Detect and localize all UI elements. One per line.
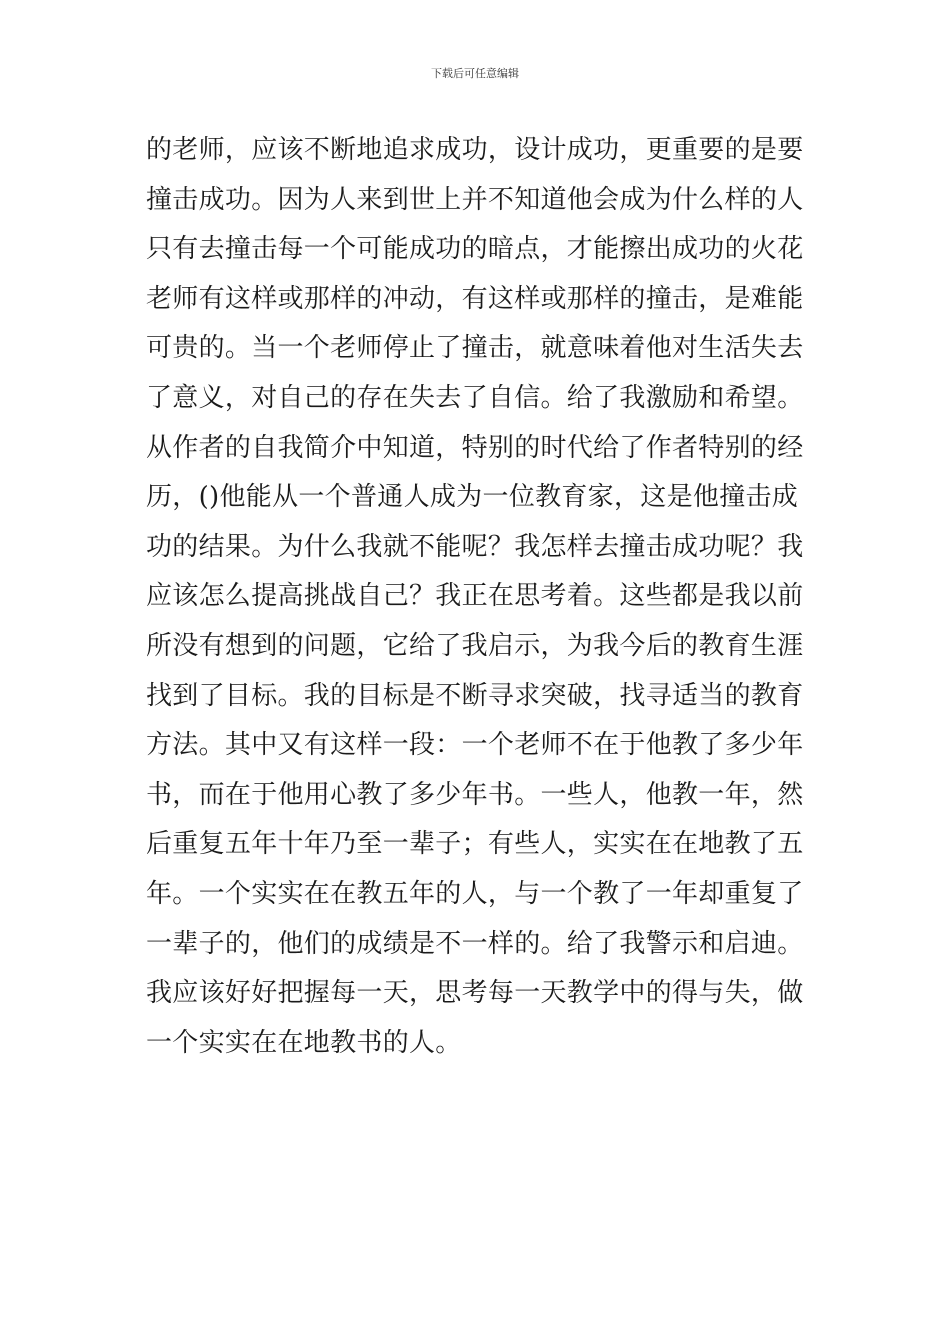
text-line: 一辈子的，他们的成绩是不一样的。给了我警示和启迪。 (146, 928, 804, 959)
text-line: 可贵的。当一个老师停止了撞击，就意味着他对生活失去 (146, 333, 804, 364)
text-line: 书，而在于他用心教了多少年书。一些人，他教一年，然 (146, 779, 804, 810)
text-line: 后重复五年十年乃至一辈子；有些人，实实在在地教了五 (146, 829, 804, 860)
text-line: 历，()他能从一个普通人成为一位教育家，这是他撞击成 (146, 482, 799, 513)
text-line: 年。一个实实在在教五年的人，与一个教了一年却重复了 (146, 878, 804, 909)
text-line: 应该怎么提高挑战自己？我正在思考着。这些都是我以前 (146, 581, 804, 612)
text-line: 一个实实在在地教书的人。 (146, 1027, 462, 1058)
text-line: 所没有想到的问题，它给了我启示，为我今后的教育生涯 (146, 630, 804, 661)
text-line: 撞击成功。因为人来到世上并不知道他会成为什么样的人 (146, 184, 804, 215)
text-line: 了意义，对自己的存在失去了自信。给了我激励和希望。 (146, 382, 804, 413)
text-line: 的老师，应该不断地追求成功，设计成功，更重要的是要 (146, 135, 804, 165)
page-header: 下载后可任意编辑 (431, 67, 519, 80)
text-line: 我应该好好把握每一天，思考每一天教学中的得与失，做 (146, 978, 804, 1009)
text-line: 找到了目标。我的目标是不断寻求突破，找寻适当的教育 (146, 680, 804, 711)
text-line: 功的结果。为什么我就不能呢？我怎样去撞击成功呢？我 (146, 531, 804, 562)
text-line: 方法。其中又有这样一段：一个老师不在于他教了多少年 (146, 730, 804, 761)
body-text (146, 126, 816, 1068)
text-line: 老师有这样或那样的冲动，有这样或那样的撞击，是难能 (146, 283, 804, 314)
text-line: 只有去撞击每一个可能成功的暗点，才能擦出成功的火花 (146, 234, 804, 265)
text-line: 从作者的自我简介中知道，特别的时代给了作者特别的经 (146, 432, 804, 463)
